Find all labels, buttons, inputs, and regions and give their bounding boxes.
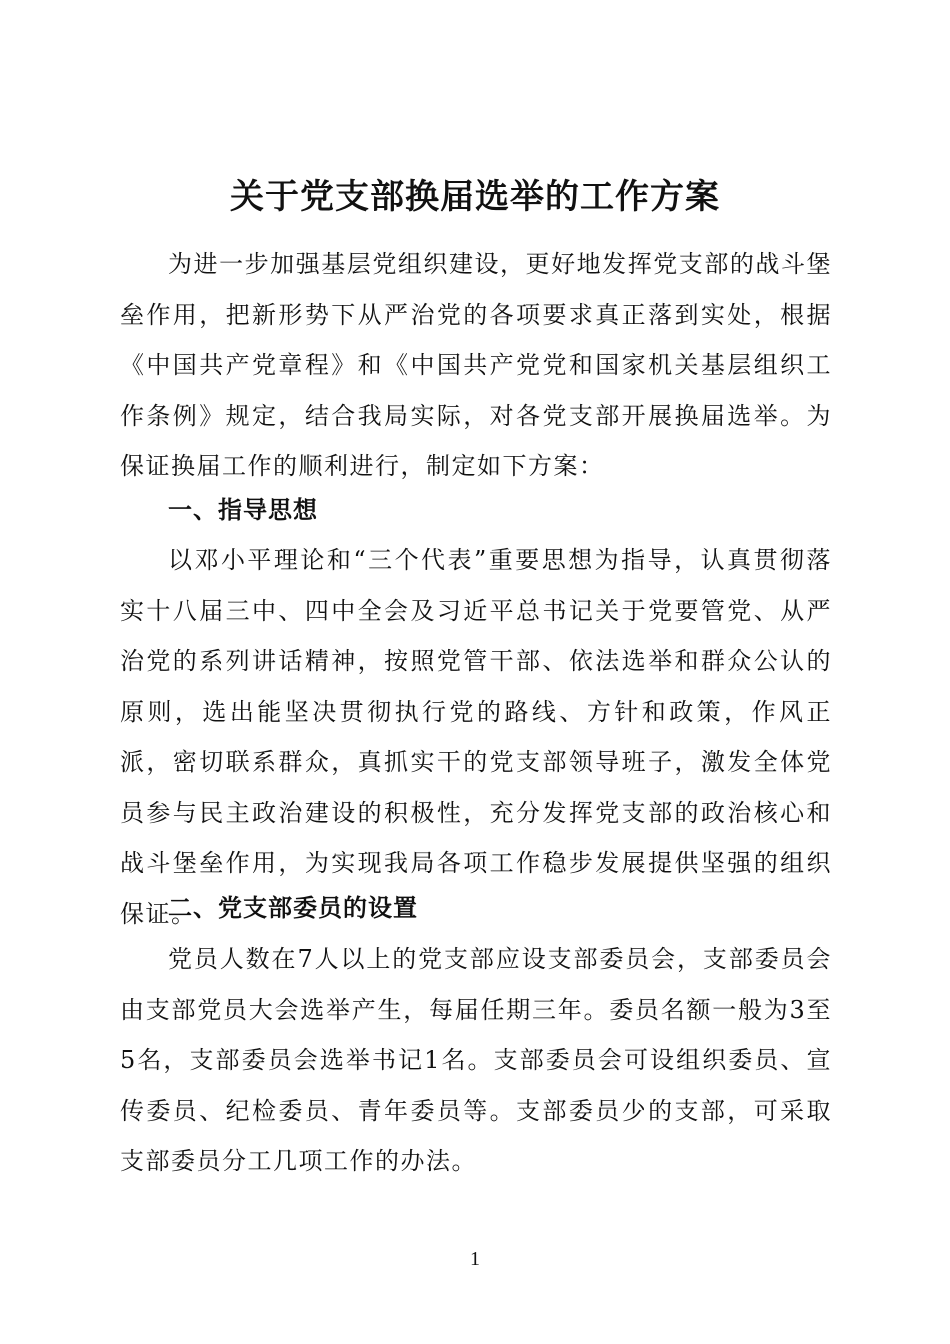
section-heading-committee-setup: 二、党支部委员的设置 <box>168 894 418 922</box>
section-heading-guiding-ideology: 一、指导思想 <box>168 496 318 524</box>
document-title: 关于党支部换届选举的工作方案 <box>230 177 720 217</box>
intro-paragraph: 为进一步加强基层党组织建设，更好地发挥党支部的战斗堡垒作用，把新形势下从严治党的各项要求真正落到实处，根据《中国共产党章程》和《中国共产党党和国家机关基层组织工作条例》规定，结合我局实际，对各党支部开展换届选举。为保证换届工作的顺利进行，制定如下方案： <box>120 250 832 480</box>
page-number: 1 <box>470 1248 480 1270</box>
section-body-guiding-ideology: 以邓小平理论和“三个代表”重要思想为指导，认真贯彻落实十八届三中、四中全会及习近平总书记关于党要管党、从严治党的系列讲话精神，按照党管干部、依法选举和群众公认的原则，选出能坚决贯彻执行党的路线、方针和政策，作风正派，密切联系群众，真抓实干的党支部领导班子，激发全体党员参与民主政治建设的积极性，充分发挥党支部的政治核心和战斗堡垒作用，为实现我局各项工作稳步发展提供坚强的组织保证。 <box>120 546 832 928</box>
section-body-committee-setup: 党员人数在7人以上的党支部应设支部委员会，支部委员会由支部党员大会选举产生，每届任期三年。委员名额一般为3至5名，支部委员会选举书记1名。支部委员会可设组织委员、宣传委员、纪检委员、青年委员等。支部委员少的支部，可采取支部委员分工几项工作的办法。 <box>120 945 832 1175</box>
